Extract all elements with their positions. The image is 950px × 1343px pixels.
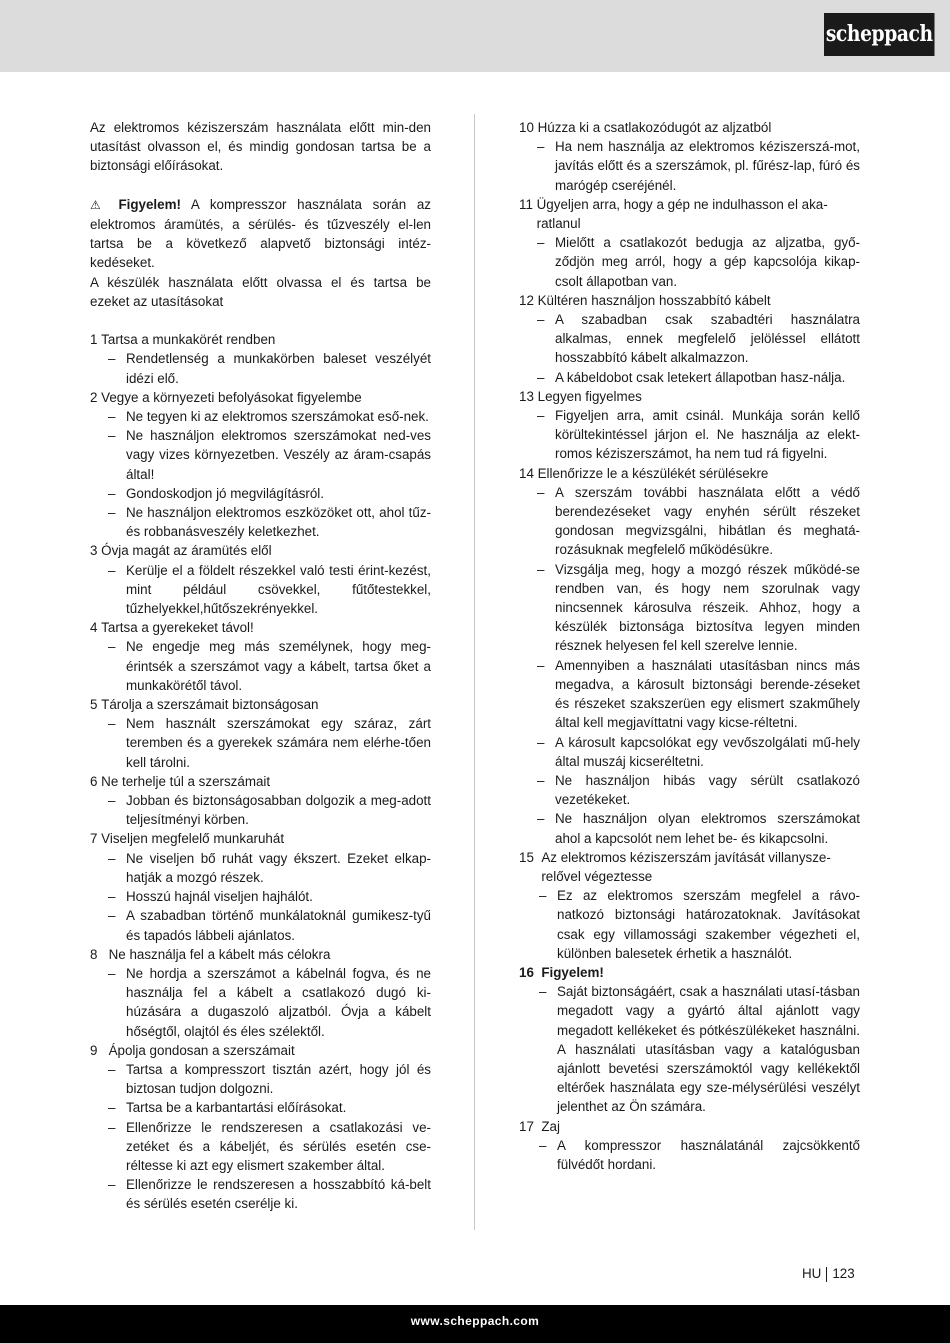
list-item xyxy=(90,503,431,541)
indent xyxy=(519,733,537,771)
dash-bullet-icon: – xyxy=(537,408,545,424)
section-number: 7 xyxy=(90,831,102,847)
dash-bullet-icon: – xyxy=(537,312,545,328)
list-item-text: A szerszám további használata előtt a védő berendezéseket vagy enyhén sérült részeket gondosan megvizsgálni, hibátlan és meghatá-rozásuknak megfelelő működésükre. xyxy=(555,484,860,558)
website-link[interactable]: www.scheppach.com xyxy=(410,1314,540,1328)
section-title: Legyen figyelmes xyxy=(537,388,642,404)
section-heading xyxy=(90,330,431,349)
indent xyxy=(90,407,108,426)
list-item-text: Ne használjon olyan elektromos szerszámokat ahol a kapcsolót nem lehet be- és kikapcsolni. xyxy=(555,811,860,846)
section-title: Vegye a környezeti befolyásokat figyelembe xyxy=(101,389,362,405)
list-item xyxy=(519,368,860,387)
column-divider xyxy=(474,114,475,1230)
section-heading xyxy=(90,618,431,637)
list-item-text: A kábeldobot csak letekert állapotban hasz-nálja. xyxy=(555,369,846,385)
dash-bullet-icon: – xyxy=(537,235,545,251)
indent xyxy=(90,561,108,619)
warning-label: Figyelem! xyxy=(118,196,181,212)
read-note: A készülék használata előtt olvassa el és tartsa be ezeket az utasításokat xyxy=(90,274,431,309)
section-number: 9 xyxy=(90,1042,109,1058)
dash-bullet-icon: – xyxy=(108,562,116,578)
list-item xyxy=(90,714,431,772)
list-item-text: Ne hordja a szerszámot a kábelnál fogva, és ne használja fel a kábelt a csatlakozó dugó ki-húzására a dugaszoló aljzatból. Óvja a kábelt hőségtől, olajtól és éles szélektől. xyxy=(126,965,431,1039)
dash-bullet-icon: – xyxy=(539,984,547,1000)
section-number: 2 xyxy=(90,389,102,405)
section-number: 10 xyxy=(519,120,538,135)
indent xyxy=(90,349,108,387)
section-number: 5 xyxy=(90,697,102,713)
section-number: 11 xyxy=(519,196,537,212)
dash-bullet-icon: – xyxy=(108,428,116,444)
indent xyxy=(519,1136,539,1174)
list-item-text: Figyeljen arra, amit csinál. Munkája során kellő körültekintéssel járjon el. Ne használja az elekt-romos kéziszerszámot, ha nem tud rá figyelni. xyxy=(555,408,860,462)
list-item-text: Hosszú hajnál viseljen hajhálót. xyxy=(126,889,313,905)
indent xyxy=(90,503,108,541)
indent xyxy=(90,1175,108,1213)
section-number: 4 xyxy=(90,620,102,636)
list-item xyxy=(90,791,431,829)
list-item xyxy=(90,887,431,906)
indent xyxy=(90,1060,108,1098)
warning-icon: ⚠ xyxy=(90,197,108,212)
list-item-text: Tartsa a kompresszort tisztán azért, hogy jól és biztosan tudjon dolgozni. xyxy=(126,1061,431,1097)
list-item xyxy=(90,561,431,619)
list-item xyxy=(90,1098,431,1117)
list-item-text: A károsult kapcsolókat egy vevőszolgálati mű-hely által muszáj kicseréltetni. xyxy=(555,734,860,769)
list-item-text: Ellenőrizze le rendszeresen a csatlakozási ve-zetéket és a kábeljét, és sérülés esetén cse-réltesse ki azt egy elismert szakember által. xyxy=(126,1119,431,1173)
dash-bullet-icon: – xyxy=(108,1119,116,1135)
section-number: 13 xyxy=(519,388,538,404)
left-sections xyxy=(90,330,431,1213)
list-item-text: A szabadban történő munkálatoknál gumikesz-tyű és tapadós lábbeli ajánlatos. xyxy=(126,908,431,943)
section-number: 8 xyxy=(90,946,109,962)
list-item xyxy=(90,484,431,503)
indent xyxy=(519,982,539,1116)
indent xyxy=(519,406,537,464)
section-number: 16 xyxy=(519,964,542,980)
section-heading xyxy=(519,291,860,310)
list-item xyxy=(519,656,860,733)
indent xyxy=(90,849,108,887)
dash-bullet-icon: – xyxy=(108,1177,116,1193)
section-title: Óvja magát az áramütés elől xyxy=(101,543,272,559)
section-number: 1 xyxy=(90,332,102,348)
indent xyxy=(90,637,108,695)
indent xyxy=(519,310,537,368)
section-title: Kültéren használjon hosszabbító kábelt xyxy=(537,292,771,308)
list-item-text: Rendetlenség a munkakörben baleset veszélyét idézi elő. xyxy=(126,351,431,386)
footer-band xyxy=(0,1305,950,1343)
list-item-text: Kerülje el a földelt részekkel való testi érint-kezést, mint például csövekkel, fűtőtestekkel, tűzhelyekkel,hűtőszekrényekkel. xyxy=(126,562,431,617)
section-heading xyxy=(519,195,860,233)
section-title: Figyelem! xyxy=(541,964,604,980)
list-item-text: Gondoskodjon jó megvilágításról. xyxy=(126,485,324,501)
list-item-text: Saját biztonságáért, csak a használati utasí-tásban megadott vagy a gyártó által ajánlott vagy megadott kellékeket és pótkészülékeket használni. A használati utasításban vagy a katalógusban ajánlott bevetési szerszámoktól vagy kellékektől eltérőek használata egy sze-mélysérülési veszélyt jelenthet az Ön számára. xyxy=(557,984,860,1115)
intro-paragraph: Az elektromos kéziszerszám használata előtt min-den utasítást olvasson el, és mindig gondosan tartsa be a biztonsági előírásokat. xyxy=(90,120,431,174)
list-item xyxy=(90,407,431,426)
header-band xyxy=(0,0,950,72)
list-item xyxy=(90,906,431,944)
section-heading xyxy=(90,388,431,407)
section-heading xyxy=(519,963,860,982)
section-number: 17 xyxy=(519,1118,542,1134)
dash-bullet-icon: – xyxy=(108,965,116,981)
list-item xyxy=(519,233,860,291)
dash-bullet-icon: – xyxy=(537,772,545,788)
section-heading xyxy=(90,1041,431,1060)
indent xyxy=(519,771,537,809)
indent xyxy=(90,484,108,503)
section-heading xyxy=(519,1117,860,1136)
list-item xyxy=(90,849,431,887)
indent xyxy=(90,1118,108,1176)
section-heading xyxy=(90,541,431,560)
section-title: Ellenőrizze le a készülékét sérülésekre xyxy=(537,465,769,481)
dash-bullet-icon: – xyxy=(108,1100,116,1116)
indent xyxy=(519,483,537,560)
list-item xyxy=(519,771,860,809)
list-item xyxy=(519,733,860,771)
dash-bullet-icon: – xyxy=(108,639,116,655)
list-item-text: Tartsa be a karbantartási előírásokat. xyxy=(126,1100,347,1116)
section-title: Tartsa a munkakörét rendben xyxy=(101,332,276,348)
section-number: 15 xyxy=(519,849,542,865)
dash-bullet-icon: – xyxy=(537,369,545,385)
dash-bullet-icon: – xyxy=(108,409,116,425)
right-column xyxy=(519,118,860,1174)
list-item-text: Ne használjon elektromos szerszámokat ned-ves vagy vizes környezetben. Veszély az áram-csapás által! xyxy=(126,428,431,482)
dash-bullet-icon: – xyxy=(108,716,116,732)
dash-bullet-icon: – xyxy=(108,850,116,866)
indent xyxy=(519,656,537,733)
brand-logo: scheppach xyxy=(824,13,935,56)
section-heading xyxy=(90,945,431,964)
dash-bullet-icon: – xyxy=(537,734,545,750)
dash-bullet-icon: – xyxy=(108,889,116,905)
section-title: Az elektromos kéziszerszám javítását villanysze-relővel végeztesse xyxy=(541,849,831,884)
list-item xyxy=(90,637,431,695)
left-column xyxy=(90,118,431,1214)
list-item-text: Ez az elektromos szerszám megfelel a rávo-natkozó biztonsági határozatoknak. Javításokat csak egy villamossági szakember végezheti el, különben balesetek érhetik a használót. xyxy=(557,888,860,961)
list-item-text: Vizsgálja meg, hogy a mozgó részek működé-se rendben van, és hogy nem szorulnak vagy nincsennek károsulva részeik. Ahhoz, hogy a készülék biztonsága biztosítva legyen minden résznek helyesen fel kell szerelve lennie. xyxy=(555,561,860,654)
list-item xyxy=(519,886,860,963)
dash-bullet-icon: – xyxy=(537,561,545,577)
list-item xyxy=(90,1060,431,1098)
page-separator xyxy=(826,1267,827,1282)
list-item-text: Nem használt szerszámokat egy száraz, zárt teremben és a gyerekek számára nem elérhe-tően kell tárolni. xyxy=(126,716,431,770)
list-item-text: A szabadban csak szabadtéri használatra alkalmas, ennek megfelelő jelöléssel ellátott hosszabbító kábelt alkalmazzon. xyxy=(555,312,860,366)
list-item-text: Ne használjon elektromos eszközöket ott, ahol tűz- és robbanásveszély keletkezhet. xyxy=(126,505,431,540)
dash-bullet-icon: – xyxy=(108,793,116,809)
dash-bullet-icon: – xyxy=(108,485,116,501)
list-item xyxy=(519,137,860,195)
right-sections xyxy=(519,118,860,1174)
dash-bullet-icon: – xyxy=(108,908,116,924)
dash-bullet-icon: – xyxy=(539,888,547,904)
list-item xyxy=(519,1136,860,1174)
language-code: HU xyxy=(802,1266,822,1281)
list-item-text: Jobban és biztonságosabban dolgozik a meg-adott teljesítményi körben. xyxy=(126,793,431,828)
page-number-value: 123 xyxy=(832,1266,855,1281)
list-item xyxy=(519,406,860,464)
section-heading xyxy=(90,772,431,791)
dash-bullet-icon: – xyxy=(537,484,545,500)
dash-bullet-icon: – xyxy=(537,811,545,827)
section-heading xyxy=(90,829,431,848)
indent xyxy=(90,906,108,944)
indent xyxy=(90,791,108,829)
indent xyxy=(519,560,537,656)
warning-text: A kompresszor használata során az elektromos áramütés, a sérülés- és tűzveszély el-len tartsa be a következő alapvető biztonsági intéz-kedéseket. xyxy=(90,196,431,271)
dash-bullet-icon: – xyxy=(537,657,545,673)
section-title: Húzza ki a csatlakozódugót az aljzatból xyxy=(537,120,772,135)
list-item-text: Ne viseljen bő ruhát vagy ékszert. Ezeket elkap-hatják a mozgó részek. xyxy=(126,850,431,885)
list-item xyxy=(90,426,431,484)
list-item xyxy=(519,310,860,368)
indent xyxy=(90,714,108,772)
section-title: Ügyeljen arra, hogy a gép ne indulhasson el aka-ratlanul xyxy=(536,196,828,232)
list-item xyxy=(90,1175,431,1213)
list-item-text: Mielőtt a csatlakozót bedugja az aljzatba, győ-ződjön meg arról, hogy a gép kapcsolója kikap-csolt állapotban van. xyxy=(555,235,860,289)
section-heading xyxy=(519,848,860,886)
section-number: 3 xyxy=(90,543,102,559)
section-number: 14 xyxy=(519,465,538,481)
indent xyxy=(519,809,537,847)
section-title: Zaj xyxy=(541,1118,560,1134)
section-heading xyxy=(519,387,860,406)
list-item-text: Ne engedje meg más személynek, hogy meg-érintsék a szerszámot vagy a kábelt, tartsa őket a munkakörétől távol. xyxy=(126,639,431,693)
indent xyxy=(90,1098,108,1117)
page-number xyxy=(802,1265,855,1283)
section-title: Viseljen megfelelő munkaruhát xyxy=(101,831,285,847)
list-item-text: Ellenőrizze le rendszeresen a hosszabbító ká-belt és sérülés esetén cserélje ki. xyxy=(126,1177,431,1212)
indent xyxy=(519,886,539,963)
indent xyxy=(90,964,108,1041)
list-item xyxy=(519,483,860,560)
list-item-text: Ha nem használja az elektromos kéziszerszá-mot, javítás előtt és a szerszámok, pl. fűrész-lap, fúró és marógép cseréjénél. xyxy=(555,139,860,193)
list-item xyxy=(90,1118,431,1176)
section-heading xyxy=(519,118,860,137)
list-item xyxy=(519,560,860,656)
list-item-text: Amennyiben a használati utasításban nincs más megadva, a károsult biztonsági berende-zéseket és részeket szakszerüen egy elismert szakműhely által kell megjavíttatni vagy kicse-réltetni. xyxy=(555,657,860,731)
section-number: 6 xyxy=(90,773,102,789)
section-title: Tárolja a szerszámait biztonságosan xyxy=(101,697,319,713)
section-title: Tartsa a gyerekeket távol! xyxy=(101,620,254,636)
list-item xyxy=(519,982,860,1116)
dash-bullet-icon: – xyxy=(539,1137,547,1153)
list-item-text: A kompresszor használatánál zajcsökkentő fülvédőt hordani. xyxy=(557,1137,860,1172)
section-title: Ne használja fel a kábelt más célokra xyxy=(108,946,331,962)
list-item xyxy=(519,809,860,847)
indent xyxy=(90,887,108,906)
list-item-text: Ne tegyen ki az elektromos szerszámokat eső-nek. xyxy=(126,409,429,425)
dash-bullet-icon: – xyxy=(108,505,116,521)
dash-bullet-icon: – xyxy=(537,139,545,155)
dash-bullet-icon: – xyxy=(108,351,116,367)
indent xyxy=(519,137,537,195)
indent xyxy=(519,368,537,387)
section-heading xyxy=(519,464,860,483)
list-item xyxy=(90,964,431,1041)
indent xyxy=(90,426,108,484)
indent xyxy=(519,233,537,291)
list-item-text: Ne használjon hibás vagy sérült csatlakozó vezetékeket. xyxy=(555,772,860,808)
section-title: Ápolja gondosan a szerszámait xyxy=(108,1042,295,1058)
warning-paragraph xyxy=(90,195,431,273)
list-item xyxy=(90,349,431,387)
section-number: 12 xyxy=(519,292,538,308)
dash-bullet-icon: – xyxy=(108,1061,116,1077)
section-heading xyxy=(90,695,431,714)
section-title: Ne terhelje túl a szerszámait xyxy=(101,773,271,789)
